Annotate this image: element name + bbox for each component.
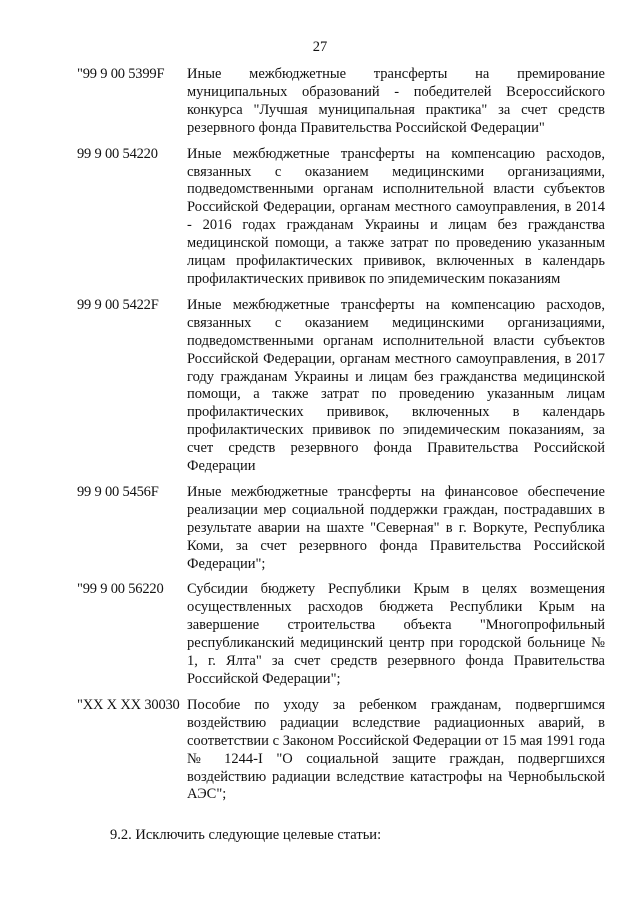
list-item xyxy=(77,697,605,804)
section-instruction: 9.2. Исключить следующие целевые статьи: xyxy=(110,827,382,843)
article-description: Пособие по уходу за ребенком гражданам, подвергшимся воздействию радиации вследствие радиационных аварий, в соответствии с Законом Российской Федерации от 15 мая 1991 года № 1244-I "О социальной защите граждан, подвергшихся воздействию радиации вследствие катастрофы на Чернобыльской АЭС"; xyxy=(187,696,605,803)
target-articles-list xyxy=(77,66,605,812)
article-code: 99 9 00 5422F xyxy=(77,296,159,313)
article-description: Субсидии бюджету Республики Крым в целях возмещения осуществленных расходов бюджета Республики Крым на завершение строительства объекта "Многопрофильный республиканский медицинский центр при городской больнице № 1, г. Ялта" за счет средств резервного фонда Правительства Российской Федерации"; xyxy=(187,581,605,687)
article-description: Иные межбюджетные трансферты на компенсацию расходов, связанных с оказанием медицинскими организациями, подведомственными органам исполнительной власти субъектов Российской Федерации, органам местного самоуправления, в 2017 году гражданам Украины и лицам без гражданства медицинской помощи, а также затрат по проведению указанным лицам профилактических прививок, включенных в календарь профилактических прививок по эпидемическим показаниям, за счет средств резервного фонда Правительства Российской Федерации xyxy=(187,296,605,475)
article-code: "99 9 00 56220 xyxy=(77,581,164,598)
article-description: Иные межбюджетные трансферты на компенсацию расходов, связанных с оказанием медицинскими организациями, подведомственными органам исполнительной власти субъектов Российской Федерации, органам местного самоуправления, в 2014 - 2016 годах гражданам Украины и лицам без гражданства медицинской помощи, а также затрат по проведению указанным лицам профилактических прививок, включенных в календарь профилактических прививок по эпидемическим показаниям xyxy=(187,145,605,287)
list-item xyxy=(77,146,605,289)
page-number: 27 xyxy=(312,39,328,55)
list-item xyxy=(77,66,605,138)
article-code: "XX X XX 30030 xyxy=(77,696,180,713)
article-code: 99 9 00 54220 xyxy=(77,145,158,162)
list-item xyxy=(77,297,605,476)
article-code: 99 9 00 5456F xyxy=(77,483,159,500)
article-code: "99 9 00 5399F xyxy=(77,66,165,82)
list-item xyxy=(77,484,605,574)
list-item xyxy=(77,581,605,688)
article-description: Иные межбюджетные трансферты на финансовое обеспечение реализации мер социальной поддержки граждан, пострадавших в результате аварии на шахте "Северная" в г. Воркуте, Республика Коми, за счет резервного фонда Правительства Российской Федерации"; xyxy=(187,483,605,572)
article-description: Иные межбюджетные трансферты на премирование муниципальных образований - победителей Всероссийского конкурса "Лучшая муниципальная практика" за счет средств резервного фонда Правительства Российской Федерации" xyxy=(187,66,605,136)
